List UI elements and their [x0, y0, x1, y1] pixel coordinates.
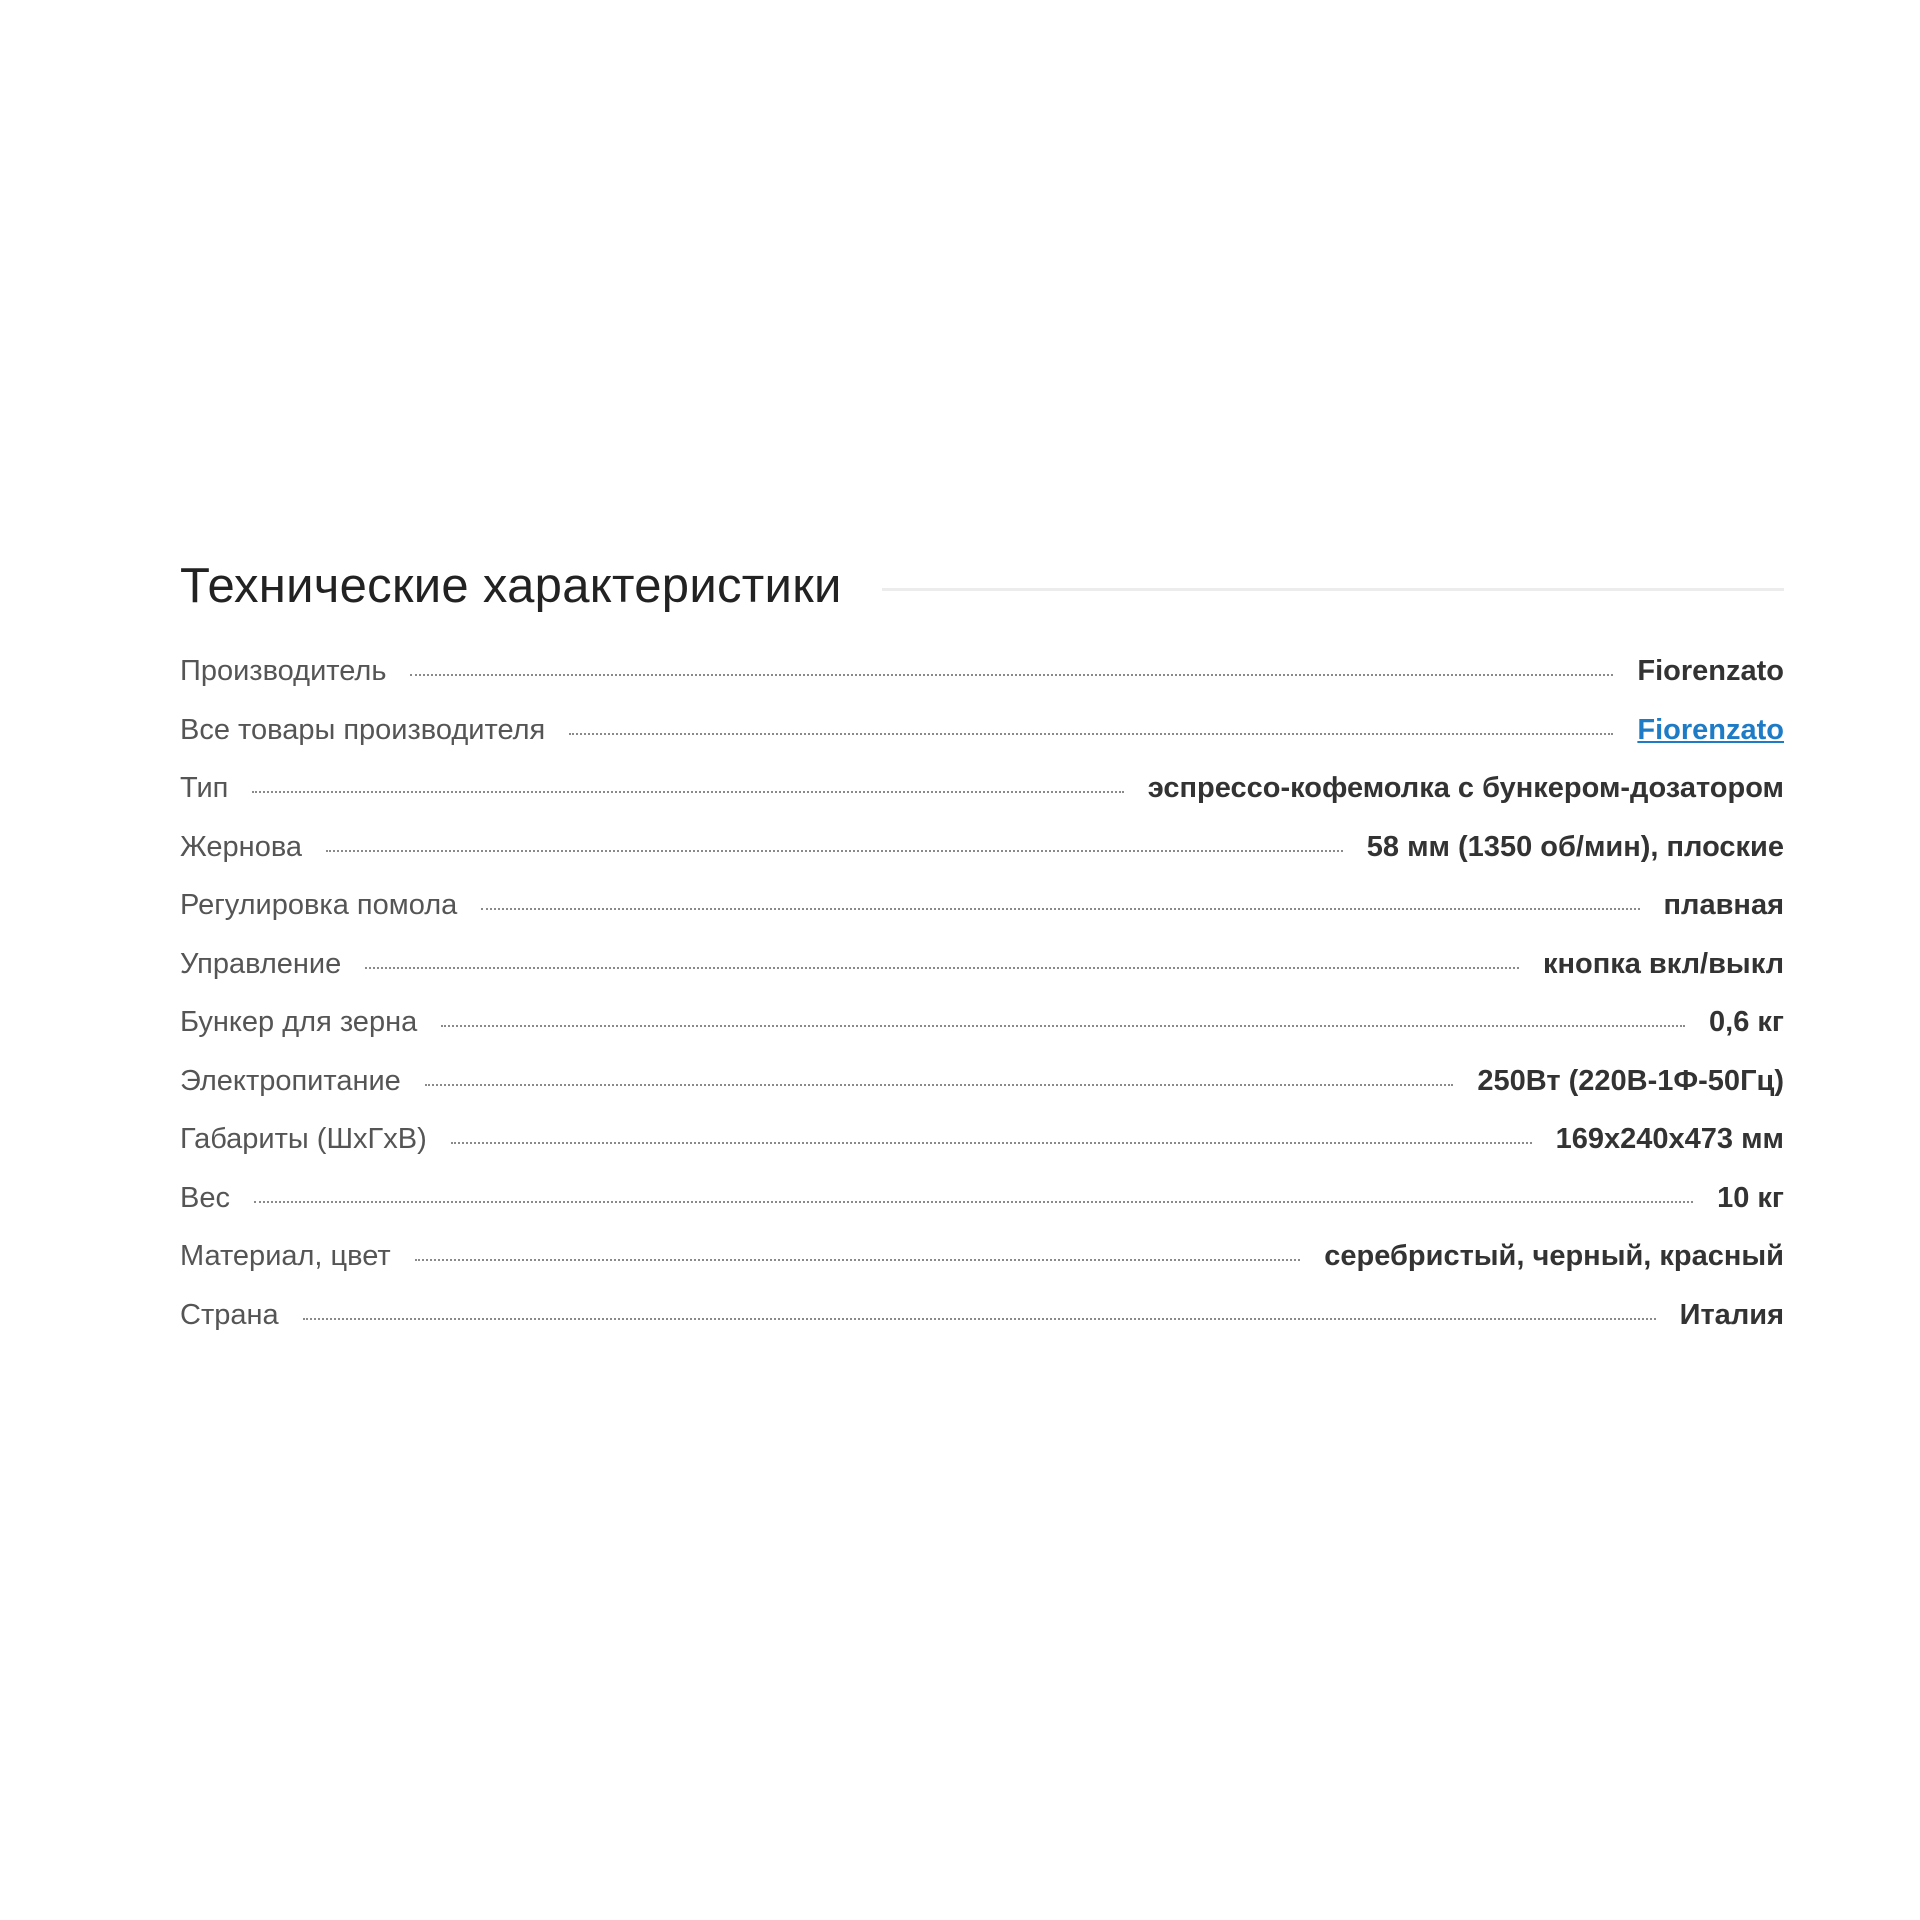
spec-value: 10 кг	[1717, 1181, 1784, 1214]
dotted-leader	[254, 1201, 1693, 1203]
dotted-leader	[326, 850, 1343, 852]
spec-value: серебристый, черный, красный	[1324, 1240, 1784, 1272]
spec-row-dimensions	[180, 1110, 1784, 1169]
spec-value	[1637, 701, 1784, 760]
spec-value: 169x240x473 мм	[1555, 1123, 1784, 1155]
spec-row-all-products	[180, 701, 1784, 760]
spec-label: Бункер для зерна	[180, 1006, 418, 1038]
spec-value: 58 мм (1350 об/мин), плоские	[1366, 830, 1784, 863]
dotted-leader	[410, 674, 1613, 676]
dotted-leader	[365, 967, 1519, 969]
dotted-leader	[252, 791, 1123, 793]
spec-label: Жернова	[180, 830, 303, 863]
spec-row-power	[180, 1052, 1784, 1111]
spec-label: Управление	[180, 947, 342, 980]
spec-label: Тип	[180, 772, 229, 804]
spec-row-material-color	[180, 1227, 1784, 1286]
spec-row-burrs	[180, 818, 1784, 877]
spec-row-control	[180, 935, 1784, 994]
spec-label: Регулировка помола	[180, 889, 458, 921]
dotted-leader	[451, 1142, 1532, 1144]
spec-label: Материал, цвет	[180, 1240, 391, 1272]
spec-label: Все товары производителя	[180, 713, 546, 746]
spec-value: кнопка вкл/выкл	[1542, 947, 1784, 980]
specs-header	[180, 552, 1784, 620]
manufacturer-link[interactable]: Fiorenzato	[1637, 713, 1784, 746]
spec-list	[180, 642, 1784, 1344]
dotted-leader	[415, 1259, 1301, 1261]
title-divider	[882, 588, 1784, 591]
spec-row-type	[180, 759, 1784, 818]
spec-label: Страна	[180, 1298, 279, 1331]
spec-label: Электропитание	[180, 1064, 401, 1097]
dotted-leader	[303, 1318, 1656, 1320]
spec-value: плавная	[1663, 889, 1784, 921]
spec-row-bean-hopper	[180, 993, 1784, 1052]
spec-row-manufacturer	[180, 642, 1784, 701]
spec-value: эспрессо-кофемолка с бункером-дозатором	[1147, 772, 1784, 804]
spec-label: Производитель	[180, 655, 387, 687]
spec-value: 0,6 кг	[1709, 1006, 1784, 1038]
spec-row-weight	[180, 1169, 1784, 1228]
spec-row-country	[180, 1286, 1784, 1345]
spec-label: Вес	[180, 1181, 230, 1214]
spec-value: 250Вт (220В-1Ф-50Гц)	[1477, 1064, 1784, 1097]
dotted-leader	[569, 733, 1613, 735]
spec-value: Италия	[1679, 1298, 1784, 1331]
dotted-leader	[481, 908, 1639, 910]
spec-row-grind-adjustment	[180, 876, 1784, 935]
specs-title: Технические характеристики	[180, 559, 842, 613]
specs-section	[180, 552, 1784, 1344]
spec-label: Габариты (ШхГхВ)	[180, 1123, 427, 1155]
dotted-leader	[425, 1084, 1454, 1086]
spec-value: Fiorenzato	[1637, 655, 1784, 687]
dotted-leader	[441, 1025, 1685, 1027]
